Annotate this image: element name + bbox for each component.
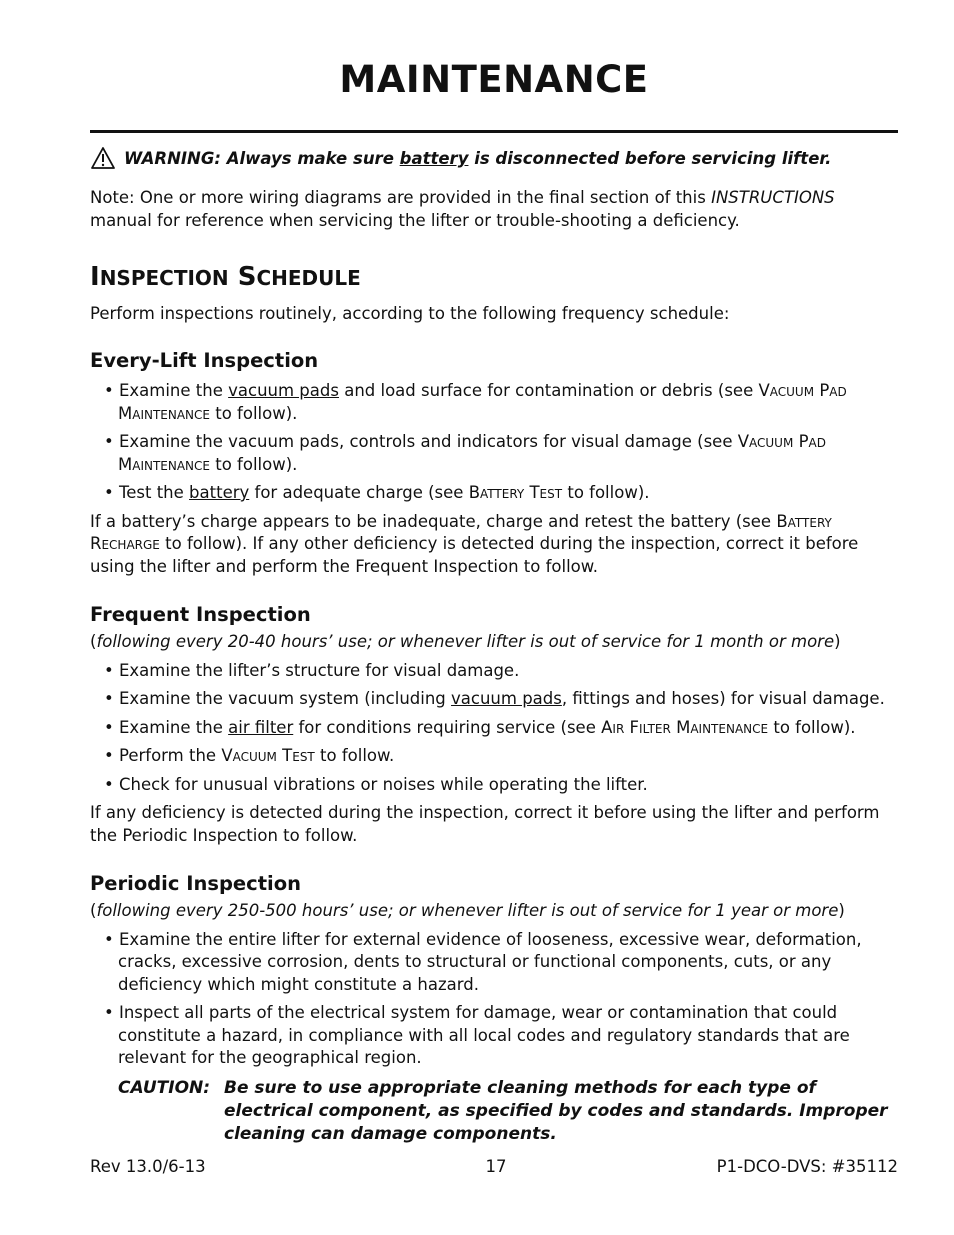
heading-rest-1: NSPECTION xyxy=(99,266,229,290)
list-item: • Examine the vacuum system (including vacuum pads, fittings and hoses) for visual damage. xyxy=(104,689,885,708)
heading-cap-1: I xyxy=(90,262,100,292)
footer-doc-id: P1-DCO-DVS: #35112 xyxy=(716,1157,898,1176)
frequent-paragraph: If any deficiency is detected during the inspection, correct it before using the lifter and perform the Periodic Inspection to follow. xyxy=(90,803,880,845)
list-item: • Examine the entire lifter for external evidence of looseness, excessive wear, deformation, cracks, excessive corrosion, dents to structural or functional components, cuts, or any deficiency which might constitute a hazard. xyxy=(104,929,862,994)
page-title: MAINTENANCE xyxy=(339,58,649,101)
caution-note xyxy=(118,1077,898,1146)
note-paragraph xyxy=(90,186,898,232)
warning-tail: is disconnected before servicing lifter. xyxy=(474,149,832,168)
note-text-2: manual for reference when servicing the lifter or trouble-shooting a deficiency. xyxy=(90,211,740,230)
caution-text: Be sure to use appropriate cleaning methods for each type of electrical component, as specified by codes and standards. Improper cleaning can damage components. xyxy=(224,1078,888,1144)
frequent-block xyxy=(90,631,898,847)
list-item: • Inspect all parts of the electrical system for damage, wear or contamination that could constitute a hazard, in compliance with all local codes and regulatory standards that are relevant for the geographical region. xyxy=(104,1003,850,1067)
frequent-heading: Frequent Inspection xyxy=(90,603,311,626)
every-lift-paragraph: If a battery’s charge appears to be inadequate, charge and retest the battery (see Battery Recharge to follow). If any other deficiency is detected during the inspection, correct it before using the lifter and perform the Frequent Inspection to follow. xyxy=(90,511,859,576)
footer-revision: Rev 13.0/6-13 xyxy=(90,1157,206,1176)
list-item: • Examine the vacuum pads and load surface for contamination or debris (see Vacuum Pad Maintenance to follow). xyxy=(104,381,847,423)
periodic-block xyxy=(90,900,898,1076)
periodic-subtitle: (following every 250-500 hours’ use; or whenever lifter is out of service for 1 year or more) xyxy=(90,901,845,920)
frequent-subtitle: (following every 20-40 hours’ use; or whenever lifter is out of service for 1 month or more) xyxy=(90,632,841,651)
heading-rest-2: CHEDULE xyxy=(256,266,361,290)
list-item: • Examine the vacuum pads, controls and indicators for visual damage (see Vacuum Pad Maintenance to follow). xyxy=(104,432,826,474)
schedule-intro: Perform inspections routinely, according to the following frequency schedule: xyxy=(90,304,730,323)
warning-label: WARNING: Always make sure xyxy=(124,149,394,168)
periodic-heading: Periodic Inspection xyxy=(90,872,301,895)
warning-battery-link: battery xyxy=(399,149,469,168)
note-instructions: INSTRUCTIONS xyxy=(711,188,835,207)
list-item: • Test the battery for adequate charge (see Battery Test to follow). xyxy=(104,483,650,502)
list-item: • Examine the air filter for conditions requiring service (see Air Filter Maintenance to follow). xyxy=(104,717,856,737)
note-text: Note: One or more wiring diagrams are provided in the final section of this xyxy=(90,188,706,207)
section-heading xyxy=(90,262,361,292)
every-lift-heading: Every-Lift Inspection xyxy=(90,349,319,372)
list-item: • Perform the Vacuum Test to follow. xyxy=(104,746,395,765)
warning-line xyxy=(90,146,898,174)
title-divider xyxy=(90,130,898,133)
footer-page-number: 17 xyxy=(485,1157,507,1176)
list-item: • Check for unusual vibrations or noises while operating the lifter. xyxy=(104,774,648,794)
every-lift-block xyxy=(90,380,898,578)
caution-label: CAUTION: xyxy=(118,1078,211,1098)
list-item: • Examine the lifter’s structure for visual damage. xyxy=(104,660,520,680)
warning-triangle-icon xyxy=(90,146,124,174)
heading-cap-2: S xyxy=(237,262,257,292)
